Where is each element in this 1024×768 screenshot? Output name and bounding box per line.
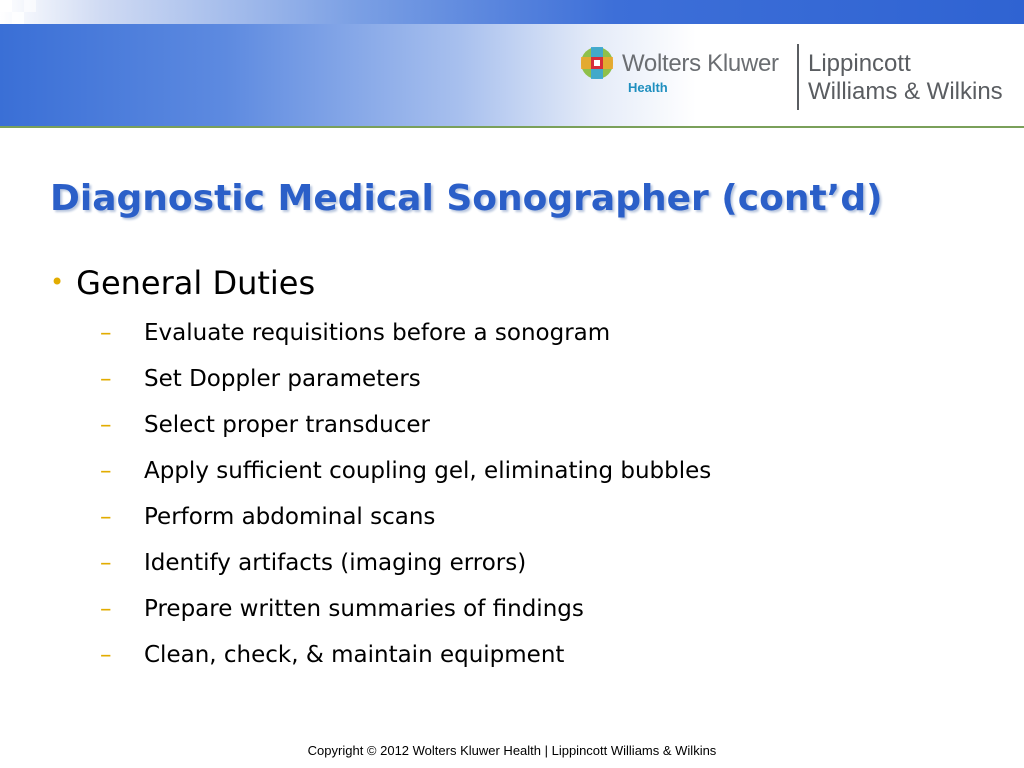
publisher-name-line1: Lippincott [808,50,911,77]
list-item-text: Clean, check, & maintain equipment [144,642,565,668]
list-item-text: Evaluate requisitions before a sonogram [144,320,611,346]
dash-icon: – [100,642,112,668]
header-top-gradient-bar [0,0,1024,24]
copyright-footer [0,743,1024,758]
slide-header-band [0,0,1024,128]
list-item [100,412,711,458]
list-item-text: Prepare written summaries of findings [144,596,584,622]
list-item [100,504,711,550]
list-item-text: Identify artifacts (imaging errors) [144,550,527,576]
list-item [100,642,711,688]
decorative-square [12,12,24,24]
decorative-square [24,0,36,12]
duties-list [100,320,711,688]
list-item [100,458,711,504]
dash-icon: – [100,320,112,346]
slide-title: Diagnostic Medical Sonographer (cont’d) [50,178,883,219]
logo-divider [797,44,799,110]
list-item-text: Apply sufficient coupling gel, eliminating bubbles [144,458,712,484]
brand-name: Wolters Kluwer [622,50,779,77]
dash-icon: – [100,504,112,530]
dash-icon: – [100,596,112,622]
list-item-text: Perform abdominal scans [144,504,436,530]
list-item-text: Select proper transducer [144,412,430,438]
dash-icon: – [100,412,112,438]
list-item-text: Set Doppler parameters [144,366,421,392]
dash-icon: – [100,550,112,576]
wolters-kluwer-logo-icon [580,46,614,80]
main-bullet-text: General Duties [76,264,316,302]
list-item [100,366,711,412]
copyright-text: Copyright © 2012 Wolters Kluwer Health | Lippincott Williams & Wilkins [307,743,717,758]
bullet-dot-icon: • [50,268,65,296]
dash-icon: – [100,458,112,484]
list-item [100,596,711,642]
publisher-name-line2: Williams & Wilkins [808,78,1003,105]
brand-subtitle: Health [628,80,668,95]
main-bullet [50,264,315,302]
dash-icon: – [100,366,112,392]
decorative-square [0,0,12,12]
list-item [100,320,711,366]
header-divider-line [0,126,1024,128]
list-item [100,550,711,596]
